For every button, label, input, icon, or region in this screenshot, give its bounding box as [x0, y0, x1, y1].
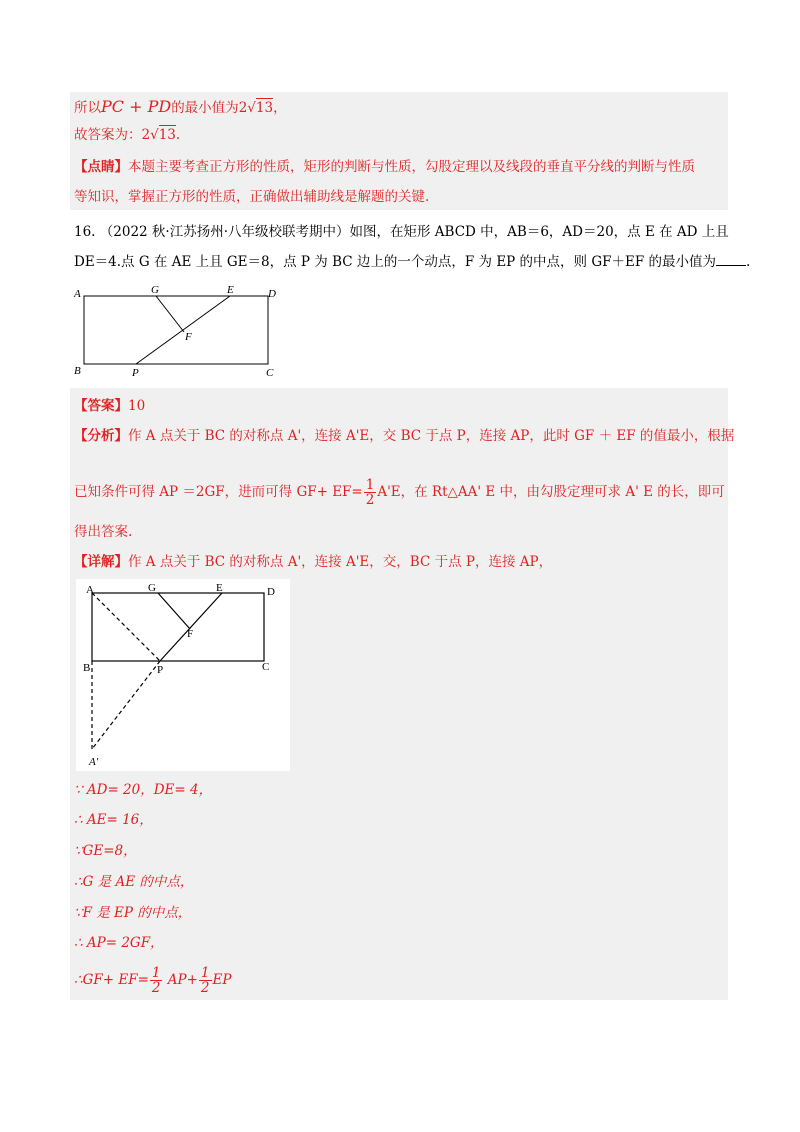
- comment-line-2: 等知识，掌握正方形的性质，正确做出辅助线是解题的关键.: [74, 189, 430, 205]
- analysis-line-1: 【分析】作 A 点关于 BC 的对称点 A'，连接 A'E，交 BC 于点 P，连接 AP，此时 GF ＋ EF 的值最小，根据: [74, 428, 735, 444]
- label-e: E: [227, 284, 234, 296]
- proof-step: ∵ AD= 20，DE= 4，: [74, 782, 213, 798]
- label-e-2: E: [216, 582, 223, 594]
- detail-line-1: 【详解】作 A 点关于 BC 的对称点 A'，连接 A'E，交，BC 于点 P，连接 AP，: [74, 554, 553, 570]
- proof-step: ∴G 是 AE 的中点，: [74, 874, 194, 890]
- analysis-line-3: 得出答案.: [74, 524, 133, 540]
- fraction-half: $\frac{1}{2}$: [365, 477, 375, 508]
- answer-restated-line: 故答案为：2√13.: [74, 127, 181, 143]
- rect-abcd-2: [92, 593, 264, 661]
- answer-line: 【答案】10: [74, 398, 146, 414]
- label-b-2: B: [83, 662, 91, 674]
- label-d: D: [268, 288, 276, 300]
- label-a: A: [74, 288, 81, 300]
- label-g-2: G: [148, 582, 156, 594]
- segment-gf: [156, 296, 184, 332]
- figure-rectangle-2: [76, 579, 290, 771]
- comment-line-1: 【点睛】本题主要考查正方形的性质，矩形的判断与性质，勾股定理以及线段的垂直平分线的判断与性质: [74, 159, 695, 175]
- fraction-half-1: $\frac{1}{2}$: [151, 965, 161, 996]
- fraction-half-2: $\frac{1}{2}$: [200, 965, 210, 996]
- label-f-2: F: [187, 628, 194, 640]
- proof-step: ∵GE=8，: [74, 843, 137, 859]
- segment-pe: [136, 296, 230, 364]
- question-line-1: 16. （2022 秋·江苏扬州·八年级校联考期中）如图，在矩形 ABCD 中，AB＝6，AD＝20，点 E 在 AD 上且: [74, 224, 729, 240]
- analysis-line-2: 已知条件可得 AP ＝2GF，进而可得 GF+ EF= $\frac{1}{2}$ A'E，在 Rt△AA' E 中，由勾股定理可求 A' E 的长，即可: [74, 477, 725, 508]
- label-c: C: [266, 367, 274, 378]
- label-d-2: D: [267, 586, 275, 598]
- conclusion-line: 所以PC + PD的最小值为2√13，: [74, 97, 287, 116]
- proof-step-final: ∴GF+ EF= $\frac{1}{2}$ AP+ $\frac{1}{2}$ EP: [74, 965, 232, 996]
- label-g: G: [151, 284, 159, 296]
- label-p: P: [132, 367, 139, 378]
- label-b: B: [74, 365, 81, 377]
- question-line-2: DE＝4.点 G 在 AE 上且 GE＝8，点 P 为 BC 边上的一个动点，F 为 EP 的中点，则 GF＋EF 的最小值为 .: [74, 254, 751, 270]
- rect-abcd: [84, 296, 268, 364]
- answer-blank: [716, 253, 746, 266]
- label-a-prime: A': [89, 756, 99, 768]
- segment-ap-dashed: [92, 593, 160, 661]
- segment-pe-2: [160, 593, 222, 661]
- segment-pa1-dashed: [92, 661, 160, 749]
- label-a-2: A: [86, 584, 94, 596]
- proof-step: ∵F 是 EP 的中点，: [74, 905, 192, 921]
- segment-gf-2: [158, 593, 190, 629]
- proof-step: ∴ AP= 2GF，: [74, 935, 164, 951]
- figure-rectangle-1: [72, 282, 282, 378]
- label-f: F: [185, 331, 192, 343]
- label-p-2: P: [157, 664, 164, 676]
- label-c-2: C: [262, 661, 270, 673]
- proof-step: ∴ AE= 16，: [74, 812, 153, 828]
